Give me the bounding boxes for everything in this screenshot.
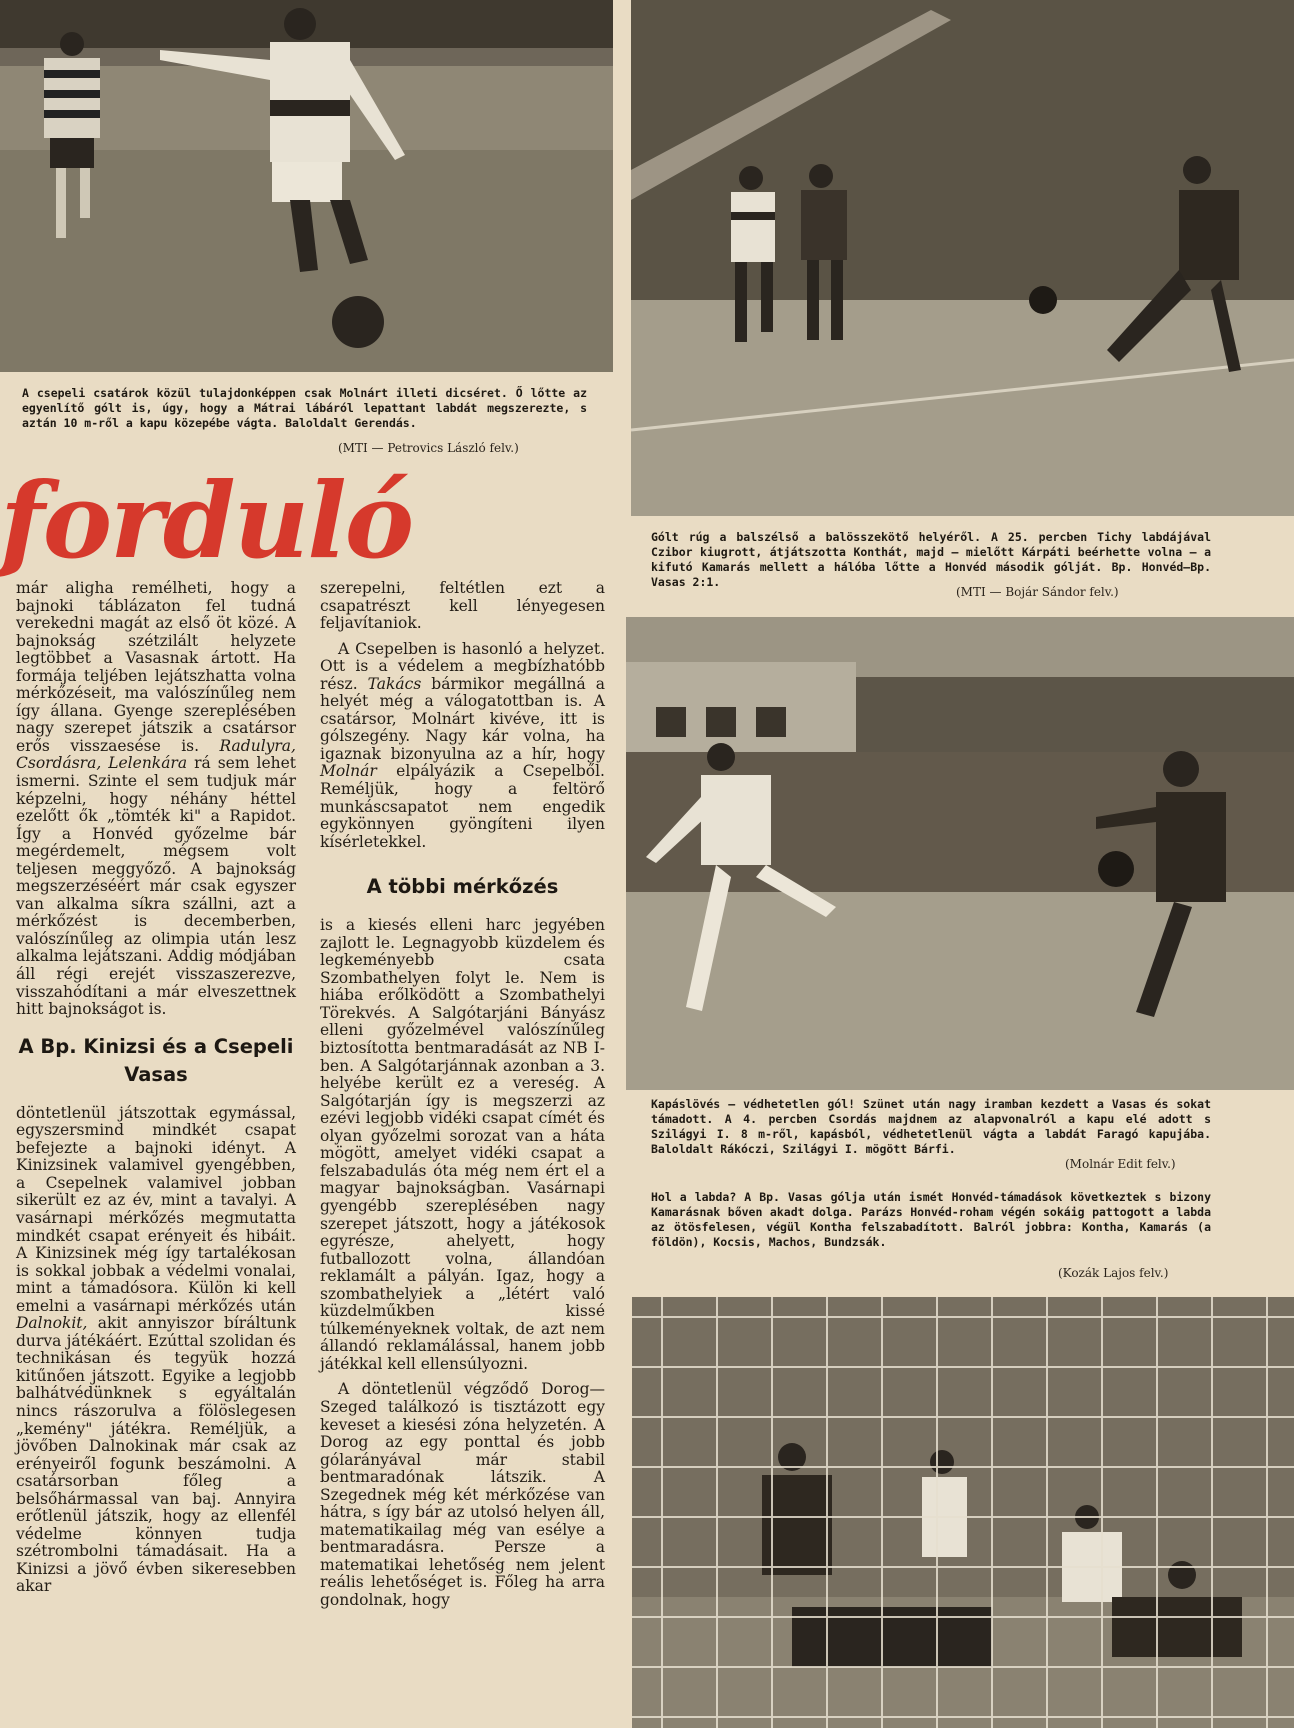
- paragraph: döntetlenül játszottak egymással, egyszersmind mindkét csapat befejezte a bajnoki idényt. A Kinizsinek valamivel gyengébben, a Csepelnek valamivel jobban sikerült ez az év, mint a tavalyi. A vasárnapi mérkőzés megmutatta mindkét csapat erényeit és hibáit. A Kinizsinek még így tartalékosan is sokkal jobbak a védelmi vonalai, mint a támadósora. Külön ki kell emelni a vasárnapi mérkőzés után Dalnokit, akit annyiszor bíráltunk durva játékáért. Ezúttal szolidan és technikásan és tegyük hozzá kitűnően játszott. Egyike a legjobb balhátvédünknek s egyáltalán nincs rászorulva a fölöslegesen „kemény" játékra. Reméljük, a jövőben Dalnokinak már csak az erényeiről fogunk beszámolni. A csatársorban főleg a belsőhármassal van baj. Annyira erőtlenül játszik, hogy az ellenfél védelme könnyen tudja szétrombolni támadásait. Ha a Kinizsi a jövő évben sikeresebben akar: [16, 1103, 296, 1596]
- article-column-2: [320, 580, 605, 1610]
- credit-photo-3: (Molnár Edit felv.): [1065, 1157, 1176, 1171]
- photo-forward-kicking: [0, 0, 613, 372]
- paragraph: A döntetlenül végződő Dorog—Szeged találkozó is tisztázott egy keveset a kiesési zóna helyzetén. A Dorog az egy ponttal és jobb gólarányával már stabil bentmaradónak látszik. A Szegednek még két mérkőzése van hátra, s így bár az utolsó helyen áll, matematikailag még van esélye a bentmaradásra. Persze a matematikai lehetőség nem jelent reális lehetőséget is. Főleg ha arra gondolnak, hogy: [320, 1380, 605, 1609]
- headline: forduló: [0, 459, 413, 582]
- photo-volley-shot: [626, 617, 1294, 1090]
- player-name: Molnár: [320, 762, 377, 781]
- credit-photo-2: (MTI — Bojár Sándor felv.): [956, 585, 1119, 599]
- player-name: Takács: [367, 674, 422, 693]
- caption-photo-1: A csepeli csatárok közül tulajdonképpen csak Molnárt illeti dicséret. Ő lőtte az egyenlítő gólt is, úgy, hogy a Mátrai lábáról lepattant labdát megszerezte, s aztán 10 m-ről a kapu közepébe vágta. Baloldalt Gerendás.: [22, 386, 587, 430]
- credit-photo-1: (MTI — Petrovics László felv.): [338, 441, 519, 455]
- paragraph: is a kiesés elleni harc jegyében zajlott le. Legnagyobb küzdelem és legkeményebb csata Szombathelyen folyt le. Nem is hiába erőlködött a Szombathelyi Törekvés. A Salgótarjáni Bányász elleni győzelmével valószínűleg biztosította bentmaradását az NB I-ben. A Salgótarjánnak azonban a 3. helyébe került ez a vereség. A Salgótarján így is megszerzi az ezévi legjobb vidéki csapat címét és olyan győzelmi sorozat van a háta mögött, amelyet vidéki csapat a felszabadulás óta még nem ért el a magyar bajnokságban. Vasárnapi gyengébb szereplésében nagy szerepet játszott, hogy a játékosok egyrésze, ahelyett, hogy futballozott volna, állandóan reklamált a pályán. Igaz, hogy a szombathelyiek a „létért való küzdelműkben kissé túlkeményeknek voltak, de azt nem állandó reklamálással, hanem jobb játékkal kell ellensúlyozni.: [320, 916, 605, 1373]
- photo-goalmouth-scramble: [632, 1297, 1294, 1728]
- paragraph: szerepelni, feltétlen ezt a csapatrészt kell lényegesen feljavítaniok.: [320, 579, 605, 633]
- caption-photo-3: Kapáslövés — védhetetlen gól! Szünet után nagy iramban kezdett a Vasas és sokat támadott. A 4. percben Csordás majdnem az alapvonalról a kapu elé adott s Szilágyi I. 8 m-ről, kapásból, védhetetlenül vágta a labdát Faragó kapujába. Baloldalt Rákóczi, Szilágyi I. mögött Bárfi.: [651, 1097, 1211, 1156]
- subheading-kinizsi-csepel: A Bp. Kinizsi és a Csepeli Vasas: [18, 1034, 294, 1086]
- caption-photo-2: Gólt rúg a balszélső a balösszekötő helyéről. A 25. percben Tichy labdájával Czibor kiugrott, átjátszotta Konthát, majd — mielőtt Kárpáti beérhette volna — a kifutó Kamarás mellett a hálóba lőtte a Honvéd második gólját. Bp. Honvéd—Bp. Vasas 2:1.: [651, 530, 1211, 589]
- credit-photo-4: (Kozák Lajos felv.): [1058, 1266, 1169, 1280]
- article-column-1: [16, 580, 296, 1596]
- paragraph: már aligha remélheti, hogy a bajnoki táblázaton fel tudná verekedni magát az első öt közé. A bajnokság szétzilált helyzete legtöbbet a Vasasnak ártott. Ha formája teljében lejátszhatta volna mérkőzéseit, ma valószínűleg nem így állana. Gyenge szereplésében nagy szerepet játszik a csatársor erős visszaesése is. Radulyra, Csordásra, Lelenkára rá sem lehet ismerni. Szinte el sem tudjuk már képzelni, hogy néhány héttel ezelőtt ők „tömték ki" a Rapidot. Így a Honvéd győzelme bár megérdemelt, mégsem volt teljesen meggyőző. A bajnokság megszerzéséért már csak egyszer van alkalma síkra szállni, azt a mérkőzést is decemberben, valószínűleg az olimpia után lesz alkalma lejátszani. Addig módjában áll régi erejét visszaszerezve, visszahódítani a már elveszettnek hitt bajnokságot is.: [16, 579, 297, 1019]
- subheading-tobbi-merkozes: A többi mérkőzés: [366, 875, 559, 899]
- paragraph: A Csepelben is hasonló a helyzet. Ott is a védelem a megbízhatóbb rész. Takács bármikor megállná a helyét még a válogatottban is. A csatársor, Molnárt kivéve, itt is gólszegény. Nagy kár volna, ha igaznak bizonyulna az a hír, hogy Molnár elpályázik a Csepelből. Reméljük, hogy a feltörő munkáscsapatot nem engedik egykönnyen gyöngíteni ilyen kísérletekkel.: [320, 639, 605, 851]
- player-name: Dalnokit,: [16, 1314, 88, 1333]
- caption-photo-4: Hol a labda? A Bp. Vasas gólja után ismét Honvéd-támadások következtek s bizony Kamarásnak bőven akadt dolga. Parázs Honvéd-roham végén sokáig pattogott a labda az ötösfelesen, végül Kontha felszabadított. Balról jobbra: Kontha, Kamarás (a földön), Kocsis, Machos, Bundzsák.: [651, 1190, 1211, 1249]
- photo-goal-from-left: [631, 0, 1294, 516]
- player-names: Radulyra, Csordásra, Lelenkára: [16, 736, 296, 773]
